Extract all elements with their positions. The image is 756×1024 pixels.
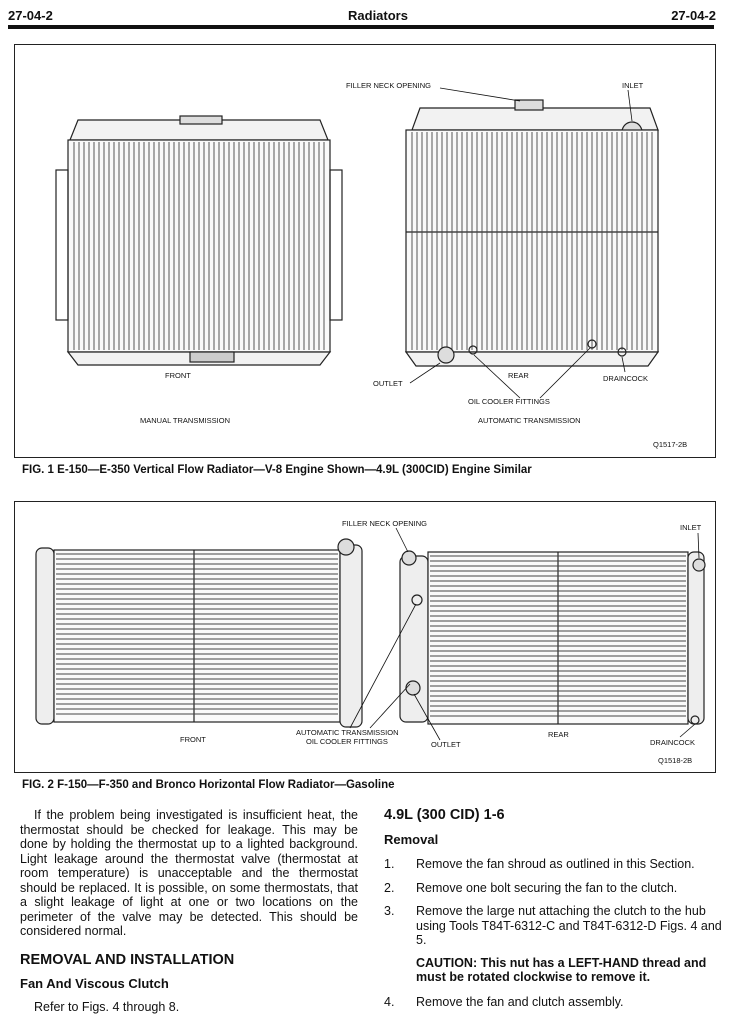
rear-horizontal-radiator-illustration xyxy=(400,551,705,724)
label-inlet: INLET xyxy=(622,81,644,90)
removal-subheading: Removal xyxy=(384,831,439,847)
label-outlet: OUTLET xyxy=(373,379,403,388)
step-text: Remove the fan and clutch assembly. xyxy=(416,994,624,1009)
label-draincock-2: DRAINCOCK xyxy=(650,738,696,747)
label-inlet-2: INLET xyxy=(680,523,702,532)
figure-1-caption: FIG. 1 E-150—E-350 Vertical Flow Radiator—V-8 Engine Shown—4.9L (300CID) Engine Similar xyxy=(22,464,532,476)
label-automatic-transmission: AUTOMATIC TRANSMISSION xyxy=(478,416,581,425)
figure-2-caption: FIG. 2 F-150—F-350 and Bronco Horizontal Flow Radiator—Gasoline xyxy=(22,779,395,791)
step-number: 1. xyxy=(384,857,395,871)
label-auto-trans-2: AUTOMATIC TRANSMISSION xyxy=(296,728,399,737)
left-column xyxy=(20,808,358,1014)
label-filler-neck: FILLER NECK OPENING xyxy=(346,81,432,90)
step-number: 2. xyxy=(384,880,395,895)
label-front: FRONT xyxy=(165,371,191,380)
page-number-right: 27-04-2 xyxy=(671,8,716,23)
label-filler-neck-2: FILLER NECK OPENING xyxy=(342,519,428,528)
step-text: Remove the large nut attaching the clutch to the hub using Tools T84T-6312-C and T84T-6312-D Figs. 4 and 5. xyxy=(416,904,722,947)
right-column xyxy=(384,808,722,1009)
page-number-left: 27-04-2 xyxy=(8,8,53,23)
label-rear-2: REAR xyxy=(548,730,569,739)
step-number: 3. xyxy=(384,904,395,918)
step-text: Remove one bolt securing the fan to the clutch. xyxy=(416,880,678,895)
step-3 xyxy=(384,904,722,948)
figure-1-code: Q1517-2B xyxy=(653,440,688,449)
step-1 xyxy=(384,857,722,872)
front-horizontal-radiator-illustration xyxy=(36,539,362,727)
label-oil-cooler: OIL COOLER FITTINGS xyxy=(468,397,550,406)
label-manual-transmission: MANUAL TRANSMISSION xyxy=(140,416,231,425)
removal-installation-heading: REMOVAL AND INSTALLATION xyxy=(20,951,235,968)
figure-2-code: Q1518-2B xyxy=(658,756,693,765)
section-title: Radiators xyxy=(348,8,408,23)
engine-heading: 4.9L (300 CID) 1-6 xyxy=(384,807,505,823)
step-4 xyxy=(384,995,722,1010)
step-2 xyxy=(384,881,722,896)
label-rear: REAR xyxy=(508,371,529,380)
label-draincock: DRAINCOCK xyxy=(603,374,649,383)
label-outlet-2: OUTLET xyxy=(431,740,461,749)
refer-figs-text: Refer to Figs. 4 through 8. xyxy=(34,999,180,1014)
step-text: Remove the fan shroud as outlined in this Section. xyxy=(416,857,695,871)
thermostat-paragraph: If the problem being investigated is insufficient heat, the thermostat should be checked for leakage. This may be done by holding the thermostat up to a lighted background. Light leakage around the thermostat valve (thermostat at room temperature) is unacceptable and the thermostat should be replaced. It is possible, on some thermostats, that a slight leakage of light at one or two locations on the perimeter of the valve may be detected. This should be considered normal. xyxy=(20,808,358,938)
fan-clutch-subheading: Fan And Viscous Clutch xyxy=(20,976,169,991)
label-front-2: FRONT xyxy=(180,735,206,744)
label-oil-cooler-2: OIL COOLER FITTINGS xyxy=(306,737,388,746)
step-number: 4. xyxy=(384,994,395,1009)
caution-note: CAUTION: This nut has a LEFT-HAND thread and must be rotated clockwise to remove it. xyxy=(416,955,707,984)
